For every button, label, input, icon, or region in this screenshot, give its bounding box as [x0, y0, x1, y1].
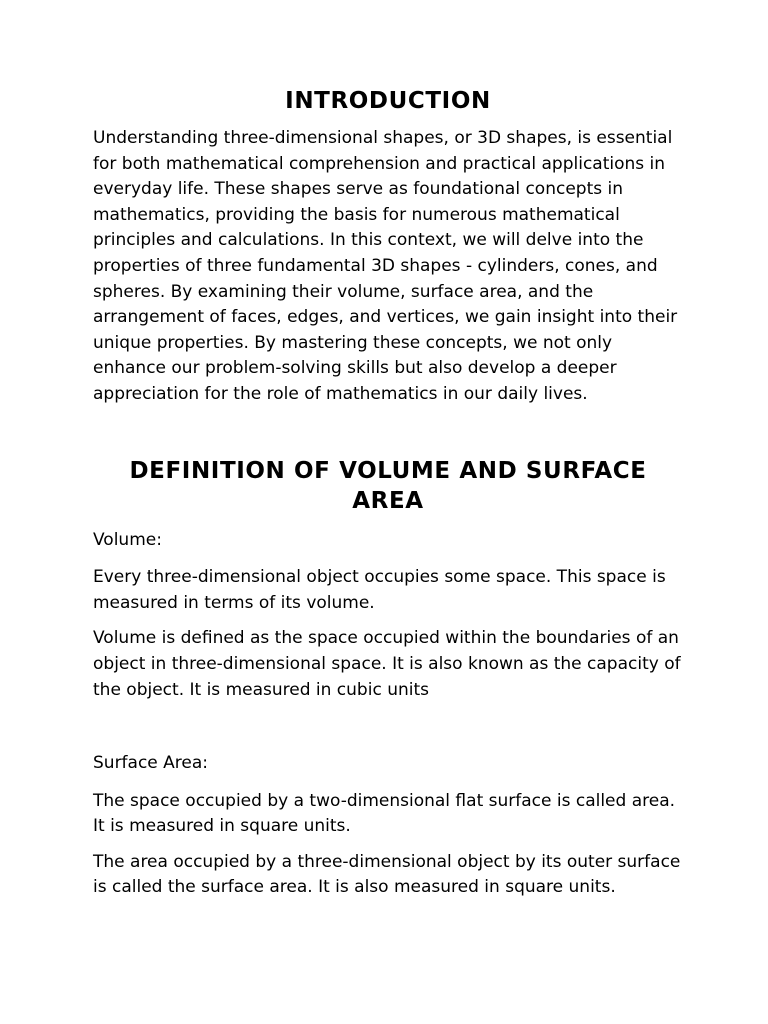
surface-area-label: Surface Area: — [93, 753, 209, 774]
introduction-paragraph: Understanding three-dimensional shapes, or 3D shapes, is essential for both mathematical comprehension and practical applications in everyday life. These shapes serve as foundational concepts in mathematics, providing the basis for numerous mathematical principles and calculations. In this context, we will delve into the properties of three fundamental 3D shapes - cylinders, cones, and spheres. By examining their volume, surface area, and the arrangement of faces, edges, and vertices, we gain insight into their unique properties. By mastering these concepts, we not only enhance our problem-solving skills but also develop a deeper appreciation for the role of mathematics in our daily lives. — [93, 128, 678, 404]
definition-heading: DEFINITION OF VOLUME AND SURFACE AREA — [129, 457, 647, 514]
document-page — [93, 86, 683, 901]
volume-label: Volume: — [93, 529, 162, 550]
volume-paragraph-2: Volume is defined as the space occupied within the boundaries of an object in three-dimensional space. It is also known as the capacity of the object. It is measured in cubic units — [93, 628, 681, 700]
volume-paragraph-1: Every three-dimensional object occupies some space. This space is measured in terms of its volume. — [93, 567, 666, 613]
surface-area-paragraph-1: The space occupied by a two-dimensional flat surface is called area. It is measured in square units. — [93, 790, 676, 837]
surface-area-paragraph-2: The area occupied by a three-dimensional object by its outer surface is called the surface area. It is also measured in square units. — [93, 851, 681, 898]
introduction-heading: INTRODUCTION — [285, 88, 491, 114]
